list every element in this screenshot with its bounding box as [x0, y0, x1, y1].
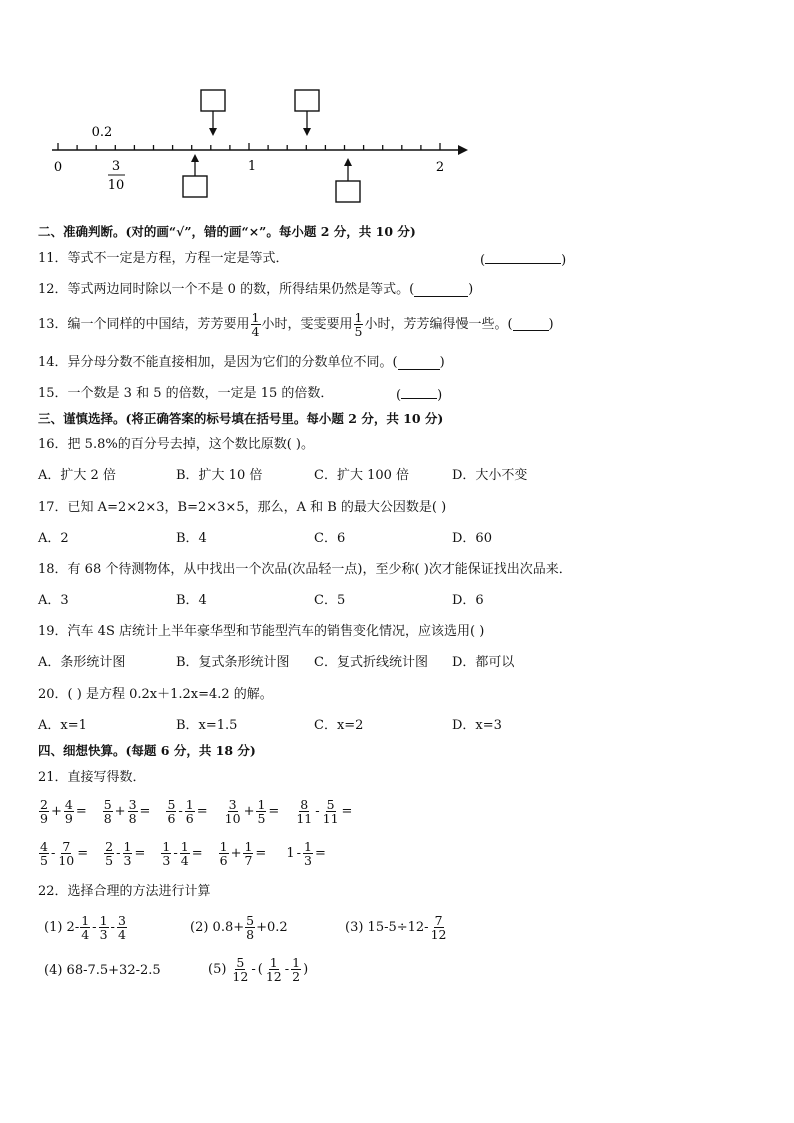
numerator: 8 [300, 797, 309, 812]
numerator: 7 [62, 839, 71, 854]
denominator: 5 [40, 853, 48, 868]
denominator: 8 [246, 927, 255, 942]
denominator: 3 [304, 853, 312, 868]
label: (2) 0.8+ [190, 919, 245, 935]
operator: = [75, 804, 87, 819]
numerator: 1 [185, 797, 194, 812]
option-16-a[interactable]: A．扩大 2 倍 [38, 468, 116, 483]
question-18: 18．有 68 个待测物体，从中找出一个次品(次品轻一点)，至少称( )次才能保证找出次品来． [38, 562, 572, 577]
numerator: 1 [180, 839, 189, 854]
operator: - [251, 961, 256, 977]
section-4-heading: 四、细想快算。(每题 6 分，共 18 分) [38, 743, 256, 758]
fraction [231, 956, 249, 983]
operator: - [50, 846, 56, 861]
label-0-2: 0.2 [91, 125, 113, 140]
answer-box-top-2[interactable] [295, 90, 319, 111]
option-20-c[interactable]: C．x=2 [314, 718, 364, 733]
fraction [265, 956, 283, 983]
question-19: 19．汽车 4S 店统计上半年豪华型和节能型汽车的销售变化情况，应该选用( ) [38, 624, 485, 639]
fraction [243, 840, 253, 867]
denominator: 10 [224, 811, 241, 826]
calc-item-3 [345, 914, 449, 941]
operator: + [50, 804, 62, 819]
question-17: 17．已知 A=2×2×3，B=2×3×5，那么，A 和 B 的最大公因数是( ) [38, 500, 447, 515]
operator: - [92, 919, 97, 935]
expression [102, 798, 152, 825]
fraction [39, 840, 49, 867]
option-17-a[interactable]: A．2 [38, 531, 69, 546]
question-22: 22．选择合理的方法进行计算 [38, 884, 211, 899]
fraction [99, 914, 109, 941]
fraction [123, 840, 133, 867]
denominator: 12 [265, 969, 282, 984]
operator: = [191, 846, 203, 861]
fraction [224, 798, 242, 825]
answer-11[interactable]: ( ) [480, 253, 567, 268]
fraction [430, 914, 448, 941]
question-21: 21．直接写得数． [38, 770, 146, 785]
expression [223, 798, 281, 825]
numerator: 2 [40, 797, 48, 812]
option-20-b[interactable]: B．x=1.5 [176, 718, 238, 733]
fraction [185, 798, 195, 825]
fraction [39, 798, 49, 825]
option-16-c[interactable]: C．扩大 100 倍 [314, 468, 410, 483]
option-17-c[interactable]: C．6 [314, 531, 346, 546]
operator: - [173, 846, 178, 861]
expression [103, 840, 146, 867]
denominator: 8 [103, 811, 112, 826]
expression [38, 798, 88, 825]
operator: + [114, 804, 126, 819]
question-13: 13．编一个同样的中国结，芳芳要用 $\frac{1}{4}$ 小时，雯雯要用 $\frac{1}{5}$ 小时，芳芳编得慢一些。( ) [38, 310, 554, 339]
fraction [295, 798, 313, 825]
operator: = [77, 846, 89, 861]
operator: ( [257, 961, 263, 977]
denominator: 4 [180, 853, 189, 868]
question-12: 12．等式两边同时除以一个不是 0 的数，所得结果仍然是等式。( ) [38, 282, 474, 297]
calc-item-5 [208, 956, 309, 983]
calc-item-2 [190, 914, 288, 941]
fraction [57, 840, 75, 867]
answer-15[interactable]: ( ) [396, 388, 443, 403]
label: (1) 2- [44, 919, 80, 935]
operator: - [178, 804, 183, 819]
answer-14[interactable] [398, 357, 440, 370]
question-15: 15．一个数是 3 和 5 的倍数，一定是 15 的倍数． [38, 386, 334, 401]
numerator: 5 [326, 797, 335, 812]
numerator: 1 [292, 955, 301, 970]
operator: ) [303, 961, 309, 977]
answer-box-bottom-1[interactable] [183, 176, 207, 197]
denominator: 3 [162, 853, 171, 868]
denominator: 2 [292, 969, 301, 984]
option-19-d[interactable]: D．都可以 [452, 655, 515, 670]
expression [160, 840, 203, 867]
question-14: 14．异分母分数不能直接相加，是因为它们的分数单位不同。( ) [38, 355, 445, 370]
expression [38, 840, 89, 867]
fraction [303, 840, 313, 867]
label-1: 1 [247, 159, 257, 174]
denominator: 3 [123, 853, 132, 868]
option-18-d[interactable]: D．6 [452, 593, 484, 608]
denominator: 6 [185, 811, 194, 826]
denominator: 5 [105, 853, 114, 868]
option-18-a[interactable]: A．3 [38, 593, 69, 608]
option-16-d[interactable]: D．大小不变 [452, 468, 528, 483]
numerator: 7 [434, 913, 443, 928]
label: (5) [208, 961, 227, 977]
denominator: 4 [81, 927, 90, 942]
question-11: 11．等式不一定是方程，方程一定是等式． [38, 251, 289, 266]
denominator: 11 [322, 811, 339, 826]
numerator: 5 [167, 797, 176, 812]
denominator: 12 [430, 927, 447, 942]
option-18-c[interactable]: C．5 [314, 593, 346, 608]
numerator: 1 [99, 913, 108, 928]
operator: + [243, 804, 255, 819]
number-line-ticks [58, 143, 440, 150]
operator: - [296, 846, 302, 861]
fraction [180, 840, 190, 867]
label: +0.2 [256, 919, 288, 935]
fraction [219, 840, 229, 867]
answer-box-bottom-2[interactable] [336, 181, 360, 202]
operator: = [196, 804, 208, 819]
question-16: 16．把 5.8%的百分号去掉，这个数比原数( )。 [38, 437, 314, 452]
mental-math-row-1 [38, 798, 353, 825]
expression [294, 798, 353, 825]
numerator: 1 [219, 839, 228, 854]
option-18-b[interactable]: B．4 [176, 593, 207, 608]
operator: = [134, 846, 146, 861]
fraction [291, 956, 301, 983]
expression [165, 798, 208, 825]
fraction [256, 798, 266, 825]
numerator: 1 [81, 913, 90, 928]
operator: - [315, 804, 320, 819]
denominator: 10 [58, 853, 75, 868]
numerator: 1 [257, 797, 266, 812]
numerator: 4 [64, 797, 73, 812]
fraction [166, 798, 176, 825]
calc-item-4: (4) 68-7.5+32-2.5 [44, 963, 161, 978]
operator: = [314, 846, 326, 861]
fraction [322, 798, 340, 825]
section-2-heading: 二、准确判断。(对的画“√”，错的画“×”。每小题 2 分，共 10 分) [38, 224, 416, 239]
numerator: 3 [228, 797, 237, 812]
question-20: 20．( ) 是方程 0.2x＋1.2x=4.2 的解。 [38, 687, 273, 702]
denominator: 6 [219, 853, 228, 868]
section-3-heading: 三、谨慎选择。(将正确答案的标号填在括号里。每小题 2 分，共 10 分) [38, 411, 444, 426]
fraction [103, 798, 113, 825]
operator: = [268, 804, 280, 819]
expression [218, 840, 268, 867]
number-line-figure [40, 84, 480, 209]
operator: - [110, 919, 115, 935]
numerator: 1 [269, 955, 278, 970]
option-19-c[interactable]: C．复式折线统计图 [314, 655, 428, 670]
numerator: 1 [123, 839, 132, 854]
option-17-b[interactable]: B．4 [176, 531, 207, 546]
denominator: 7 [244, 853, 253, 868]
fraction [80, 914, 90, 941]
option-19-a[interactable]: A．条形统计图 [38, 655, 126, 670]
operator: 1 [286, 846, 295, 861]
fraction [161, 840, 171, 867]
option-19-b[interactable]: B．复式条形统计图 [176, 655, 290, 670]
operator: = [139, 804, 151, 819]
label: (3) 15-5÷12- [345, 919, 429, 935]
option-20-d[interactable]: D．x=3 [452, 718, 502, 733]
denominator: 4 [117, 927, 126, 942]
answer-13[interactable] [513, 318, 549, 331]
option-17-d[interactable]: D．60 [452, 531, 492, 546]
denominator: 3 [99, 927, 108, 942]
denominator: 12 [232, 969, 249, 984]
numerator: 2 [105, 839, 114, 854]
label-0: 0 [53, 160, 63, 175]
numerator: 5 [103, 797, 112, 812]
fraction [245, 914, 255, 941]
operator: + [230, 846, 242, 861]
fraction-1-5: $\frac{1}{5}$ [354, 310, 363, 339]
fraction [128, 798, 138, 825]
numerator: 1 [304, 839, 312, 854]
denominator: 8 [128, 811, 137, 826]
fraction [64, 798, 74, 825]
numerator: 4 [40, 839, 48, 854]
numerator: 1 [244, 839, 253, 854]
numerator: 5 [246, 913, 255, 928]
fraction-1-4: $\frac{1}{4}$ [251, 310, 260, 339]
denominator: 6 [167, 811, 176, 826]
label-3-10-den: 10 [107, 178, 125, 193]
numerator: 3 [117, 913, 126, 928]
denominator: 9 [64, 811, 73, 826]
operator: - [284, 961, 290, 977]
operator: - [116, 846, 121, 861]
answer-box-top-1[interactable] [201, 90, 225, 111]
label-3-10-num: 3 [111, 159, 121, 174]
option-20-a[interactable]: A．x=1 [38, 718, 87, 733]
denominator: 11 [296, 811, 313, 826]
fraction [117, 914, 127, 941]
option-16-b[interactable]: B．扩大 10 倍 [176, 468, 263, 483]
fraction [104, 840, 114, 867]
answer-12[interactable] [414, 284, 468, 297]
denominator: 9 [40, 811, 48, 826]
operator: = [341, 804, 353, 819]
numerator: 1 [162, 839, 171, 854]
expression [285, 840, 327, 867]
label-2: 2 [435, 160, 445, 175]
denominator: 5 [257, 811, 266, 826]
mental-math-row-2 [38, 840, 327, 867]
numerator: 5 [236, 955, 245, 970]
calc-item-1 [44, 914, 128, 941]
operator: = [255, 846, 267, 861]
numerator: 3 [128, 797, 137, 812]
